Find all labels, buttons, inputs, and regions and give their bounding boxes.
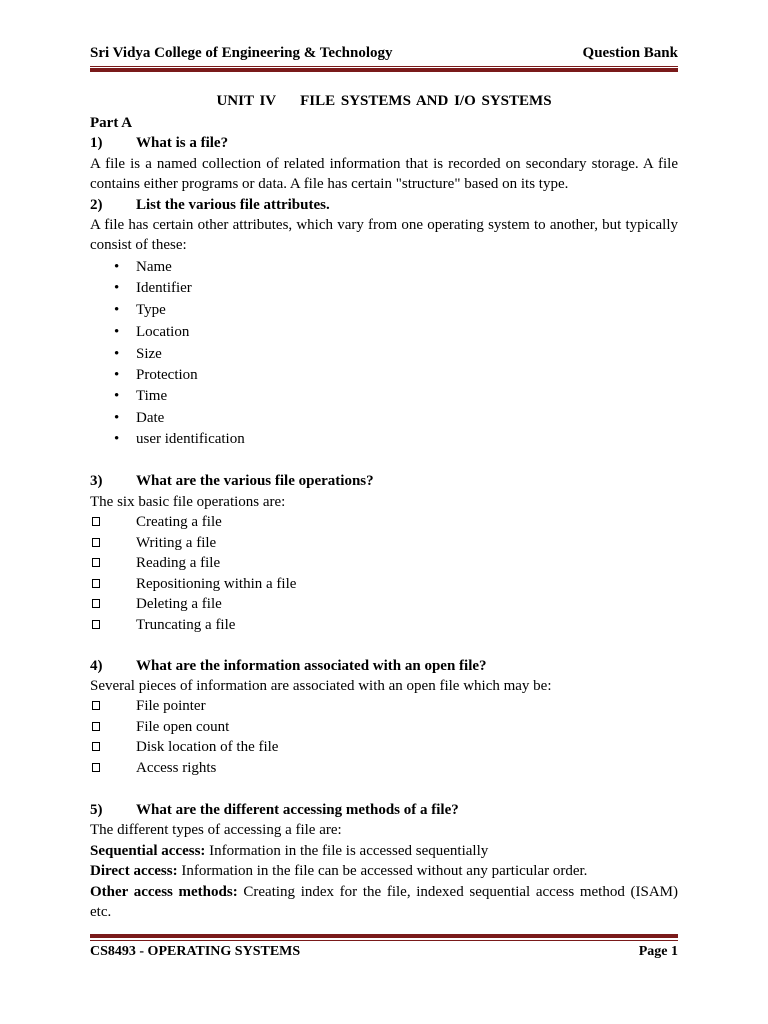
direct-access: [90, 861, 678, 881]
direct-access-term: Direct access:: [90, 863, 178, 879]
list-item: • Size: [114, 346, 162, 362]
list-item: Deleting a file: [90, 594, 678, 614]
list-item: Truncating a file: [90, 615, 678, 635]
answer-3-intro: The six basic file operations are:: [90, 494, 286, 510]
list-item: Reading a file: [90, 553, 678, 573]
other-access-term: Other access methods:: [90, 884, 238, 900]
footer-rule-thick: [90, 934, 678, 938]
answer-4-intro: Several pieces of information are associated with an open file which may be:: [90, 678, 552, 694]
list-item: Writing a file: [90, 533, 678, 553]
list-item: • Date: [114, 410, 165, 426]
checkbox-glyph-icon: [92, 538, 100, 547]
sequential-access: [90, 841, 678, 861]
footer-rule-thin: [90, 940, 678, 941]
checkbox-glyph-icon: [92, 599, 100, 608]
question-2-text: List the various file attributes.: [136, 197, 330, 213]
operations-list: [90, 512, 678, 637]
unit-title: [0, 93, 768, 110]
question-5: [90, 800, 678, 820]
list-item: Creating a file: [90, 512, 678, 532]
answer-5-intro: The different types of accessing a file are:: [90, 822, 342, 838]
header-rule-thin: [90, 66, 678, 67]
part-heading: Part A: [90, 115, 133, 131]
list-item: Disk location of the file: [90, 737, 678, 757]
list-item: • Time: [114, 388, 168, 404]
list-item: • Location: [114, 324, 190, 340]
list-item: • user identification: [114, 431, 245, 447]
question-5-text: What are the different accessing methods of a file?: [136, 802, 459, 818]
other-access: [90, 882, 678, 922]
header-rule-thick: [90, 68, 678, 72]
question-2-number: 2): [90, 197, 103, 213]
question-4: [90, 656, 678, 676]
checkbox-glyph-icon: [92, 722, 100, 731]
list-item: • Type: [114, 302, 166, 318]
header-college: Sri Vidya College of Engineering & Technology: [90, 45, 393, 61]
checkbox-glyph-icon: [92, 763, 100, 772]
question-2: [90, 195, 678, 215]
checkbox-glyph-icon: [92, 517, 100, 526]
open-file-info-list: [90, 696, 678, 781]
checkbox-glyph-icon: [92, 579, 100, 588]
checkbox-glyph-icon: [92, 558, 100, 567]
question-5-number: 5): [90, 802, 103, 818]
header-doc-type: Question Bank: [582, 45, 678, 61]
checkbox-glyph-icon: [92, 620, 100, 629]
list-item: Access rights: [90, 758, 678, 778]
unit-name: FILE SYSTEMS AND I/O SYSTEMS: [300, 93, 552, 109]
unit-label: UNIT IV: [216, 93, 277, 109]
checkbox-glyph-icon: [92, 742, 100, 751]
list-item: File pointer: [90, 696, 678, 716]
question-3-text: What are the various file operations?: [136, 473, 374, 489]
question-4-text: What are the information associated with an open file?: [136, 658, 487, 674]
question-1-number: 1): [90, 135, 103, 151]
footer-page-number: Page 1: [638, 944, 678, 959]
question-1: [90, 133, 678, 153]
question-3-number: 3): [90, 473, 103, 489]
other-access-desc: Creating index for the file, indexed sequential access method (ISAM) etc.: [90, 884, 678, 920]
list-item: File open count: [90, 717, 678, 737]
answer-2: A file has certain other attributes, which vary from one operating system to another, but typically consist of these:: [90, 217, 678, 253]
list-item: Repositioning within a file: [90, 574, 678, 594]
checkbox-glyph-icon: [92, 701, 100, 710]
footer-course: CS8493 - OPERATING SYSTEMS: [90, 944, 301, 959]
question-3: [90, 471, 678, 491]
question-1-text: What is a file?: [136, 135, 229, 151]
list-item: • Protection: [114, 367, 198, 383]
sequential-access-desc: Information in the file is accessed sequentially: [209, 843, 489, 859]
list-item: • Identifier: [114, 280, 192, 296]
answer-1: A file is a named collection of related information that is recorded on secondary storage. A file contains either programs or data. A file has certain "structure" based on its type.: [90, 156, 678, 192]
question-4-number: 4): [90, 658, 103, 674]
list-item: • Name: [114, 259, 172, 275]
attribute-list: [90, 257, 678, 447]
direct-access-desc: Information in the file can be accessed without any particular order.: [181, 863, 588, 879]
sequential-access-term: Sequential access:: [90, 843, 206, 859]
